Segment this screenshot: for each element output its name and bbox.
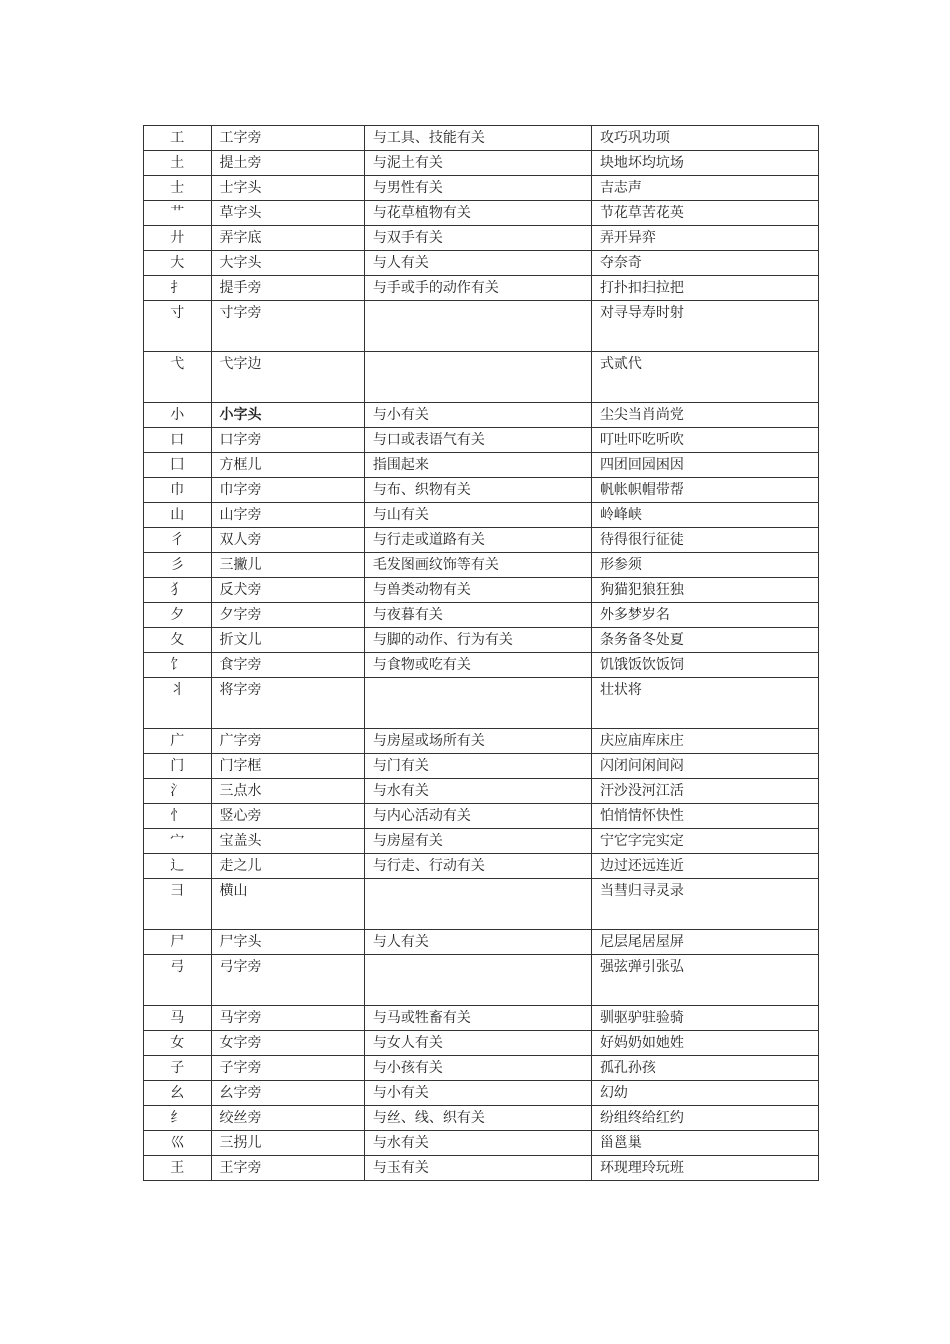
examples-cell: 岭峰峡 bbox=[591, 503, 818, 528]
radical-name-cell: 巾字旁 bbox=[211, 478, 364, 503]
meaning-cell: 与玉有关 bbox=[364, 1156, 591, 1181]
radical-cell: 巾 bbox=[144, 478, 212, 503]
table-row bbox=[144, 503, 819, 528]
examples-cell: 闪闭问闲间闷 bbox=[591, 754, 818, 779]
table-row bbox=[144, 754, 819, 779]
radical-cell: 门 bbox=[144, 754, 212, 779]
radical-name-cell: 工字旁 bbox=[211, 126, 364, 151]
meaning-cell: 与水有关 bbox=[364, 1131, 591, 1156]
radical-name-cell: 马字旁 bbox=[211, 1006, 364, 1031]
examples-cell: 四团回园困因 bbox=[591, 453, 818, 478]
radical-name-cell: 绞丝旁 bbox=[211, 1106, 364, 1131]
meaning-cell: 与小孩有关 bbox=[364, 1056, 591, 1081]
table-row bbox=[144, 955, 819, 1006]
meaning-cell bbox=[364, 955, 591, 1006]
radical-table bbox=[143, 125, 819, 1181]
radical-name-cell: 三点水 bbox=[211, 779, 364, 804]
radical-cell: 彐 bbox=[144, 879, 212, 930]
radical-name-cell: 草字头 bbox=[211, 201, 364, 226]
table-row bbox=[144, 829, 819, 854]
table-row bbox=[144, 653, 819, 678]
examples-cell: 条务备冬处夏 bbox=[591, 628, 818, 653]
radical-cell: 夂 bbox=[144, 628, 212, 653]
table-row bbox=[144, 1081, 819, 1106]
radical-name-cell: 反犬旁 bbox=[211, 578, 364, 603]
meaning-cell: 与布、织物有关 bbox=[364, 478, 591, 503]
radical-name-cell: 子字旁 bbox=[211, 1056, 364, 1081]
table-row bbox=[144, 603, 819, 628]
meaning-cell: 与双手有关 bbox=[364, 226, 591, 251]
examples-cell: 幻幼 bbox=[591, 1081, 818, 1106]
examples-cell: 汗沙没河江活 bbox=[591, 779, 818, 804]
examples-cell: 叮吐吓吃听吹 bbox=[591, 428, 818, 453]
radical-cell: 土 bbox=[144, 151, 212, 176]
radical-name-cell: 方框儿 bbox=[211, 453, 364, 478]
radical-cell: 犭 bbox=[144, 578, 212, 603]
meaning-cell: 与女人有关 bbox=[364, 1031, 591, 1056]
table-row bbox=[144, 1031, 819, 1056]
radical-cell: 艹 bbox=[144, 201, 212, 226]
meaning-cell: 与人有关 bbox=[364, 930, 591, 955]
meaning-cell: 与内心活动有关 bbox=[364, 804, 591, 829]
meaning-cell: 与水有关 bbox=[364, 779, 591, 804]
radical-name-cell: 弄字底 bbox=[211, 226, 364, 251]
radical-name-cell: 幺字旁 bbox=[211, 1081, 364, 1106]
meaning-cell: 与男性有关 bbox=[364, 176, 591, 201]
radical-name-cell: 王字旁 bbox=[211, 1156, 364, 1181]
table-row bbox=[144, 854, 819, 879]
meaning-cell: 与食物或吃有关 bbox=[364, 653, 591, 678]
meaning-cell bbox=[364, 879, 591, 930]
table-row bbox=[144, 553, 819, 578]
meaning-cell bbox=[364, 678, 591, 729]
meaning-cell: 与山有关 bbox=[364, 503, 591, 528]
radical-cell: 口 bbox=[144, 428, 212, 453]
radical-cell: 尸 bbox=[144, 930, 212, 955]
radical-cell: 士 bbox=[144, 176, 212, 201]
examples-cell: 对寻导寿时射 bbox=[591, 301, 818, 352]
radical-cell: 山 bbox=[144, 503, 212, 528]
radical-cell: 囗 bbox=[144, 453, 212, 478]
meaning-cell: 与脚的动作、行为有关 bbox=[364, 628, 591, 653]
radical-name-cell: 山字旁 bbox=[211, 503, 364, 528]
table-row bbox=[144, 1056, 819, 1081]
radical-cell: 弋 bbox=[144, 352, 212, 403]
radical-name-cell: 食字旁 bbox=[211, 653, 364, 678]
radical-name-cell: 女字旁 bbox=[211, 1031, 364, 1056]
meaning-cell: 与夜暮有关 bbox=[364, 603, 591, 628]
examples-cell: 怕悄情怀快性 bbox=[591, 804, 818, 829]
examples-cell: 边过还远连近 bbox=[591, 854, 818, 879]
meaning-cell: 与行走、行动有关 bbox=[364, 854, 591, 879]
meaning-cell: 与马或牲畜有关 bbox=[364, 1006, 591, 1031]
examples-cell: 甾邕巢 bbox=[591, 1131, 818, 1156]
radical-name-cell: 门字框 bbox=[211, 754, 364, 779]
examples-cell: 帆帐帜帽带帮 bbox=[591, 478, 818, 503]
examples-cell: 饥饿饭饮饭饲 bbox=[591, 653, 818, 678]
radical-cell: 弓 bbox=[144, 955, 212, 1006]
examples-cell: 吉志声 bbox=[591, 176, 818, 201]
table-row bbox=[144, 930, 819, 955]
radical-cell: 寸 bbox=[144, 301, 212, 352]
radical-cell: 饣 bbox=[144, 653, 212, 678]
radical-name-cell: 大字头 bbox=[211, 251, 364, 276]
examples-cell: 强弦弹引张弘 bbox=[591, 955, 818, 1006]
examples-cell: 攻巧巩功项 bbox=[591, 126, 818, 151]
radical-cell: 忄 bbox=[144, 804, 212, 829]
meaning-cell: 指围起来 bbox=[364, 453, 591, 478]
table-row bbox=[144, 804, 819, 829]
meaning-cell: 与口或表语气有关 bbox=[364, 428, 591, 453]
examples-cell: 庆应庙库床庄 bbox=[591, 729, 818, 754]
radical-cell: 马 bbox=[144, 1006, 212, 1031]
meaning-cell: 毛发图画纹饰等有关 bbox=[364, 553, 591, 578]
examples-cell: 弄开异弈 bbox=[591, 226, 818, 251]
examples-cell: 尼层尾居屋屏 bbox=[591, 930, 818, 955]
meaning-cell bbox=[364, 352, 591, 403]
radical-cell: 王 bbox=[144, 1156, 212, 1181]
radical-name-cell: 弓字旁 bbox=[211, 955, 364, 1006]
meaning-cell: 与丝、线、织有关 bbox=[364, 1106, 591, 1131]
radical-name-cell: 折文儿 bbox=[211, 628, 364, 653]
table-row bbox=[144, 352, 819, 403]
meaning-cell: 与房屋或场所有关 bbox=[364, 729, 591, 754]
radical-cell: 宀 bbox=[144, 829, 212, 854]
examples-cell: 驯驱驴驻验骑 bbox=[591, 1006, 818, 1031]
table-row bbox=[144, 478, 819, 503]
table-row bbox=[144, 1106, 819, 1131]
radical-name-cell: 提土旁 bbox=[211, 151, 364, 176]
radical-cell: 纟 bbox=[144, 1106, 212, 1131]
examples-cell: 壮状将 bbox=[591, 678, 818, 729]
table-row bbox=[144, 453, 819, 478]
examples-cell: 节花草苦花英 bbox=[591, 201, 818, 226]
radical-cell: 广 bbox=[144, 729, 212, 754]
meaning-cell: 与花草植物有关 bbox=[364, 201, 591, 226]
radical-name-cell: 三撇儿 bbox=[211, 553, 364, 578]
radical-cell: 小 bbox=[144, 403, 212, 428]
radical-name-cell: 寸字旁 bbox=[211, 301, 364, 352]
table-row bbox=[144, 779, 819, 804]
radical-cell: 女 bbox=[144, 1031, 212, 1056]
meaning-cell: 与房屋有关 bbox=[364, 829, 591, 854]
radical-table-body bbox=[144, 126, 819, 1181]
table-row bbox=[144, 628, 819, 653]
radical-name-cell: 双人旁 bbox=[211, 528, 364, 553]
table-row bbox=[144, 578, 819, 603]
table-row bbox=[144, 879, 819, 930]
radical-cell: 工 bbox=[144, 126, 212, 151]
table-row bbox=[144, 176, 819, 201]
radical-cell: 巛 bbox=[144, 1131, 212, 1156]
radical-name-cell: 弋字边 bbox=[211, 352, 364, 403]
meaning-cell: 与工具、技能有关 bbox=[364, 126, 591, 151]
table-row bbox=[144, 528, 819, 553]
radical-name-cell: 走之儿 bbox=[211, 854, 364, 879]
radical-name-cell: 宝盖头 bbox=[211, 829, 364, 854]
radical-cell: 夕 bbox=[144, 603, 212, 628]
examples-cell: 外多梦岁名 bbox=[591, 603, 818, 628]
radical-name-cell: 竖心旁 bbox=[211, 804, 364, 829]
radical-cell: 幺 bbox=[144, 1081, 212, 1106]
meaning-cell: 与手或手的动作有关 bbox=[364, 276, 591, 301]
radical-name-cell: 三拐儿 bbox=[211, 1131, 364, 1156]
meaning-cell: 与泥土有关 bbox=[364, 151, 591, 176]
examples-cell: 好妈奶如她姓 bbox=[591, 1031, 818, 1056]
meaning-cell: 与人有关 bbox=[364, 251, 591, 276]
radical-cell: 廾 bbox=[144, 226, 212, 251]
meaning-cell: 与兽类动物有关 bbox=[364, 578, 591, 603]
table-row bbox=[144, 251, 819, 276]
table-row bbox=[144, 126, 819, 151]
radical-cell: 大 bbox=[144, 251, 212, 276]
radical-name-cell: 广字旁 bbox=[211, 729, 364, 754]
table-row bbox=[144, 729, 819, 754]
radical-name-cell: 小字头 bbox=[211, 403, 364, 428]
meaning-cell: 与行走或道路有关 bbox=[364, 528, 591, 553]
examples-cell: 当彗归寻灵录 bbox=[591, 879, 818, 930]
table-row bbox=[144, 1156, 819, 1181]
radical-name-cell: 提手旁 bbox=[211, 276, 364, 301]
table-row bbox=[144, 678, 819, 729]
table-row bbox=[144, 1006, 819, 1031]
examples-cell: 狗猫犯狼狂独 bbox=[591, 578, 818, 603]
examples-cell: 待得很行征徒 bbox=[591, 528, 818, 553]
radical-name-cell: 口字旁 bbox=[211, 428, 364, 453]
radical-cell: 丬 bbox=[144, 678, 212, 729]
examples-cell: 环现理玲玩班 bbox=[591, 1156, 818, 1181]
table-row bbox=[144, 151, 819, 176]
meaning-cell bbox=[364, 301, 591, 352]
meaning-cell: 与小有关 bbox=[364, 403, 591, 428]
radical-cell: 氵 bbox=[144, 779, 212, 804]
radical-name-cell: 尸字头 bbox=[211, 930, 364, 955]
radical-name-cell: 将字旁 bbox=[211, 678, 364, 729]
table-row bbox=[144, 403, 819, 428]
radical-cell: 子 bbox=[144, 1056, 212, 1081]
radical-cell: 辶 bbox=[144, 854, 212, 879]
examples-cell: 宁它字完实定 bbox=[591, 829, 818, 854]
examples-cell: 孤孔孙孩 bbox=[591, 1056, 818, 1081]
table-row bbox=[144, 428, 819, 453]
examples-cell: 形参须 bbox=[591, 553, 818, 578]
examples-cell: 纷组终给红约 bbox=[591, 1106, 818, 1131]
meaning-cell: 与门有关 bbox=[364, 754, 591, 779]
meaning-cell: 与小有关 bbox=[364, 1081, 591, 1106]
radical-cell: 扌 bbox=[144, 276, 212, 301]
radical-cell: 彡 bbox=[144, 553, 212, 578]
examples-cell: 块地坏均坑场 bbox=[591, 151, 818, 176]
examples-cell: 打扑扣扫拉把 bbox=[591, 276, 818, 301]
examples-cell: 夺奈奇 bbox=[591, 251, 818, 276]
table-row bbox=[144, 276, 819, 301]
table-row bbox=[144, 226, 819, 251]
examples-cell: 式贰代 bbox=[591, 352, 818, 403]
examples-cell: 尘尖当肖尚党 bbox=[591, 403, 818, 428]
radical-name-cell: 士字头 bbox=[211, 176, 364, 201]
radical-cell: 彳 bbox=[144, 528, 212, 553]
table-row bbox=[144, 201, 819, 226]
radical-name-cell: 夕字旁 bbox=[211, 603, 364, 628]
table-row bbox=[144, 1131, 819, 1156]
radical-name-cell: 横山 bbox=[211, 879, 364, 930]
table-row bbox=[144, 301, 819, 352]
